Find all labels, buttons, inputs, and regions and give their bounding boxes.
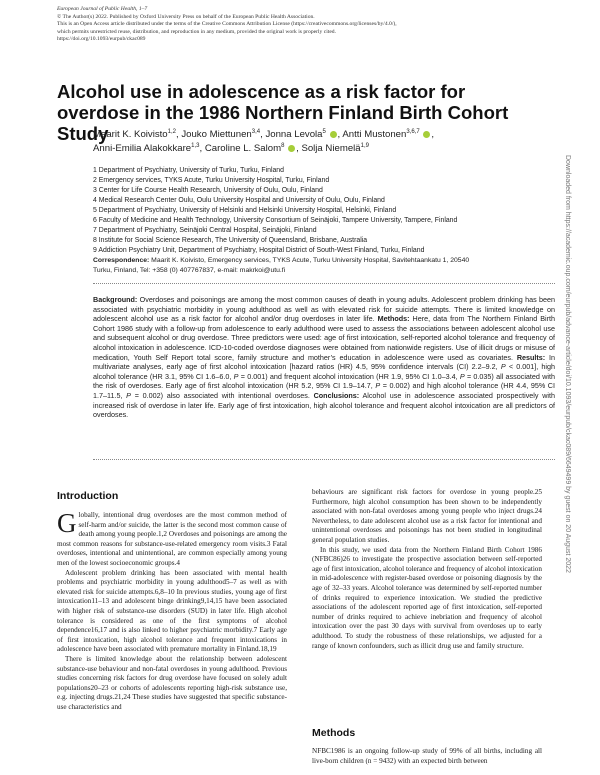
- p-symbol: P: [500, 362, 506, 372]
- divider-bottom: [93, 459, 555, 460]
- author-name: Maarit K. Koivisto: [93, 129, 168, 140]
- license-line-1: This is an Open Access article distributed under the terms of the Creative Commons Attribution License (https://creativecommons.org/licenses/by/4.0/),: [57, 21, 397, 27]
- p-symbol: P: [233, 371, 239, 381]
- introduction-heading: Introduction: [57, 490, 119, 502]
- intro-paragraph: Adolescent problem drinking has been associated with mental health problems and psychiatric morbidity in young adulthood5–7 as well as with elevated risk for suicide attempts.6,8–10 In previous studies, young age of first intoxication11–13 and adolescent binge drinking9,14,15 have been associated with higher risk of substance-use disorders (SUD) in later life. High alcohol tolerance is considered as one of the first symptoms of alcohol dependence16,17 and is also linked to higher psychiatric morbidity.7 Early age of first intoxication, high alcohol tolerance and frequent intoxications in adolescence have been associated with premature mortality in Finland.18,19: [57, 568, 287, 654]
- intro-right-column: [312, 488, 542, 651]
- author-list: [93, 128, 563, 156]
- abstract-conclusions-label: Conclusions:: [313, 390, 360, 400]
- intro-paragraph-text: lobally, intentional drug overdoses are the most common method of self-harm and/or suicide, the latter is the second most common cause of death among young people.1,2 Overdoses and poisonings are among the most common reasons for substance-use-related emergency room visits.3 Fatal overdoses, intentional and unintentional, are common especially among young men of the lowest socioeconomic groups.4: [57, 511, 287, 567]
- author-separator: ,: [176, 129, 182, 140]
- affiliation-item: 4 Medical Research Center Oulu, Oulu University Hospital and University of Oulu, Oulu, Finland: [93, 197, 385, 204]
- article-title: Alcohol use in adolescence as a risk factor for overdose in the 1986 Northern Finland Birth Cohort Study: [57, 81, 509, 144]
- affiliation-superscript: 1,3: [191, 142, 200, 149]
- methods-column: [312, 747, 542, 766]
- journal-header: [57, 6, 557, 44]
- affiliation-superscript: 3,4: [251, 128, 261, 135]
- abstract-results: = 0.001) and frequent alcohol intoxication (HR 1.9, 95% CI 1.0–3.4,: [238, 371, 460, 381]
- author-name: Antti Mustonen: [342, 129, 407, 140]
- author-name: Jouko Miettunen: [181, 129, 252, 140]
- affiliation-item: 1 Department of Psychiatry, University of Turku, Turku, Finland: [93, 167, 284, 174]
- affiliation-item: 3 Center for Life Course Health Research, University of Oulu, Oulu, Finland: [93, 187, 323, 194]
- author-separator: ,: [296, 143, 302, 154]
- intro-paragraph: In this study, we used data from the Northern Finland Birth Cohort 1986 (NFBC86)26 to investigate the prospective association between self-reported age of first intoxication, alcohol tolerance and frequency of alcohol intoxication in mid-adolescence with register-based overdose or poisoning diagnosis by the age of 32–33 years. Alcohol tolerance was determined by self-reported number of drinks required to experience intoxication. We studied the predictive associations of the adolescent reported age of first intoxication, self-reported number of drinks required to achieve inebriation and frequency of alcohol intoxication over the past 30 days with survival from overdoses up to early adulthood. To study the robustness of these relationships, we adjusted for a range of known confounders, such as illicit drug use and family structure.: [312, 545, 542, 650]
- orcid-icon[interactable]: [330, 131, 337, 138]
- abstract-background: Overdoses and poisonings are among the most common causes of death in young adults. Adolescent problem drinking has been associated with psychiatric morbidity in young adulthood as well as with elevated risk for suicide attempts. There is limited knowledge on adolescent alcohol use as a risk factor for alcohol and/or drug overdoses in later life.: [93, 295, 555, 324]
- abstract-results: < 0.001], high alcohol tolerance (HR 3.1, 95% CI 1.6–6.0,: [93, 362, 556, 381]
- orcid-icon[interactable]: [423, 131, 430, 138]
- author-separator: ,: [260, 129, 266, 140]
- author-name: Caroline L. Salom: [204, 143, 282, 154]
- abstract-conclusions: Alcohol use in adolescence associated prospectively with increased risk of overdose in later life. Early age of first intoxication, high alcohol tolerance and frequent alcohol intoxication are all predictors of overdoses.: [93, 390, 555, 420]
- author-line-2: [93, 142, 563, 156]
- affiliation-item: 6 Faculty of Medicine and Health Technology, University Consortium of Seinäjoki, Tampere University, Tampere, Finland: [93, 217, 458, 224]
- abstract-results: = 0.035) all associated with the risk of overdoses. Early age of first alcohol intoxication (HR 5.2, 95% CI 1.9–14.7,: [93, 371, 555, 391]
- correspondence-contact: Turku, Finland, Tel: +358 (0) 407767837, e-mail: makrkoi@utu.fi: [93, 266, 286, 274]
- methods-paragraph: NFBC1986 is an ongoing follow-up study of 99% of all births, including all live-born children (n = 9432) with an expected birth between: [312, 747, 542, 765]
- intro-paragraph: [57, 508, 287, 569]
- p-symbol: P: [375, 381, 381, 391]
- affiliation-superscript: 1,2: [167, 128, 176, 135]
- abstract: [93, 295, 555, 420]
- affiliation-item: 2 Emergency services, TYKS Acute, Turku University Hospital, Turku, Finland: [93, 177, 330, 184]
- copyright-line: © The Author(s) 2022. Published by Oxford University Press on behalf of the European Public Health Association.: [57, 13, 315, 20]
- author-name: Solja Niemelä: [301, 143, 361, 154]
- license-line-2: which permits unrestricted reuse, distribution, and reproduction in any medium, provided the original work is properly cited.: [57, 28, 336, 35]
- p-symbol: P: [459, 371, 465, 381]
- affiliation-item: 7 Department of Psychiatry, Seinäjoki Central Hospital, Seinäjoki, Finland: [93, 227, 317, 234]
- correspondence-label: Correspondence:: [93, 257, 150, 264]
- divider-top: [93, 283, 555, 284]
- drop-cap: G: [57, 508, 77, 538]
- p-symbol: P: [126, 390, 131, 400]
- abstract-results: In multivariate analyses, early age of first alcohol intoxication [hazard ratios (HR) 4.5, 95% confidence intervals (CI) 2.2–9.2,: [93, 352, 555, 372]
- affiliation-superscript: 3,6,7: [406, 128, 420, 135]
- abstract-results: = 0.002) and high alcohol tolerance (HR 4.4, 95% CI 1.7–11.5,: [93, 381, 555, 400]
- intro-left-column: [57, 508, 287, 712]
- affiliation-superscript: 5: [322, 128, 326, 135]
- abstract-results: = 0.002) also associated with intentional overdoses.: [130, 390, 314, 400]
- abstract-methods: Here, data from The Northern Finland Birth Cohort 1986 study with a follow-up from adolescence to early adulthood were used to assess the associations between adolescent alcohol use and subsequent alcohol or drug overdose. Three predictors were used: age of first intoxication, self-reported alcohol tolerance and frequency of alcohol intoxication in adolescence. ICD-10-coded overdose diagnoses were obtained from nationwide registers. Use of illicit drugs or misuse of medication, Youth Self Report total score, family structure and mother’s education in adolescence were used as covariates.: [93, 314, 555, 362]
- abstract-background-label: Background:: [93, 295, 138, 304]
- correspondence: [93, 256, 563, 275]
- affiliation-list: [93, 166, 573, 256]
- orcid-icon[interactable]: [288, 145, 295, 152]
- author-name: Anni-Emilia Alakokkare: [93, 143, 192, 154]
- journal-line: European Journal of Public Health, 1–7: [57, 6, 148, 12]
- author-name: Jonna Levola: [265, 129, 323, 140]
- correspondence-address: Maarit K. Koivisto, Emergency services, TYKS Acute, Turku University Hospital, Savitehtaankatu 1, 20540: [149, 257, 470, 264]
- author-line-1: [93, 128, 563, 142]
- affiliation-item: 9 Addiction Psychiatry Unit, Department of Psychiatry, Hospital District of South-West Finland, Turku, Finland: [93, 247, 425, 254]
- intro-paragraph: behaviours are significant risk factors for overdose in young people.25 Furthermore, high alcohol consumption has been shown to be independently associated with non-fatal overdoses among young people who inject drugs.24 Nevertheless, to date adolescent alcohol use as a risk factor for intentional and unintentional overdoses and poisonings has not been studied in longitudinal general population studies.: [312, 488, 542, 544]
- affiliation-item: 5 Department of Psychiatry, University of Helsinki and Helsinki University Hospital, Helsinki, Finland: [93, 207, 397, 214]
- author-separator: ,: [337, 129, 343, 140]
- affiliation-superscript: 8: [281, 142, 285, 149]
- methods-heading: Methods: [312, 727, 356, 739]
- author-separator: ,: [431, 129, 435, 140]
- doi-link[interactable]: https://doi.org/10.1093/eurpub/ckac089: [57, 36, 146, 42]
- abstract-results-label: Results:: [516, 352, 546, 362]
- download-watermark: Downloaded from https://academic.oup.com/eurpub/advance-article/doi/10.1093/eurpub/ckac089/6649499 by guest on 20 August 2022: [564, 155, 571, 573]
- affiliation-item: 8 Institute for Social Science Research, The University of Queensland, Brisbane, Australia: [93, 237, 368, 244]
- abstract-methods-label: Methods:: [377, 314, 410, 324]
- affiliation-superscript: 1,9: [360, 142, 369, 149]
- intro-paragraph: There is limited knowledge about the relationship between adolescent substance-use behaviour and non-fatal overdoses in young adulthood. Previous studies concerning risk factors for drug overdose have focused on solely adult populations20–23 or cohorts of adolescents reporting high-risk substance use, e.g. injecting drugs.21,24 These studies have suggested that specific substance-use characteristics and: [57, 654, 287, 711]
- author-separator: ,: [199, 143, 205, 154]
